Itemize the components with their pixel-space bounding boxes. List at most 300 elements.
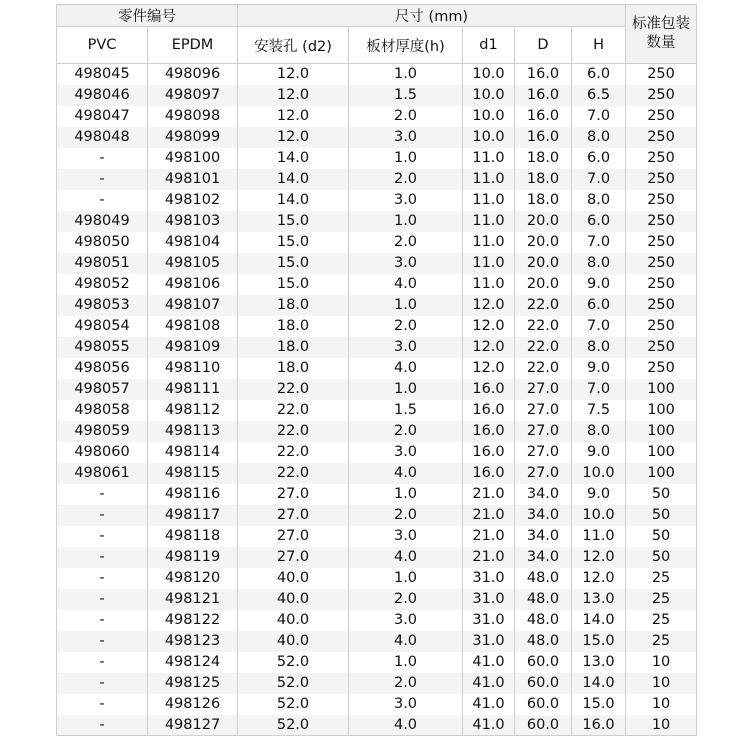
cell-mounting-hole: 40.0 [238, 589, 349, 610]
table-header [57, 5, 697, 64]
cell-epdm: 498106 [148, 274, 238, 295]
cell-H: 8.0 [572, 421, 626, 442]
cell-epdm: 498119 [148, 547, 238, 568]
cell-mounting-hole: 15.0 [238, 211, 349, 232]
cell-d1: 21.0 [463, 505, 515, 526]
cell-H: 9.0 [572, 274, 626, 295]
table-row [57, 505, 697, 526]
cell-mounting-hole: 22.0 [238, 379, 349, 400]
cell-mounting-hole: 12.0 [238, 85, 349, 106]
cell-package-qty: 10 [626, 694, 697, 715]
cell-pvc: 498045 [57, 64, 148, 85]
cell-d1: 41.0 [463, 694, 515, 715]
cell-d1: 41.0 [463, 715, 515, 736]
cell-pvc: 498053 [57, 295, 148, 316]
table-row [57, 253, 697, 274]
cell-panel-thickness: 3.0 [349, 442, 463, 463]
cell-pvc: - [57, 526, 148, 547]
cell-d1: 12.0 [463, 337, 515, 358]
cell-mounting-hole: 52.0 [238, 652, 349, 673]
cell-package-qty: 250 [626, 211, 697, 232]
cell-H: 15.0 [572, 631, 626, 652]
cell-mounting-hole: 18.0 [238, 295, 349, 316]
cell-package-qty: 250 [626, 106, 697, 127]
cell-pvc: - [57, 568, 148, 589]
cell-D: 22.0 [515, 295, 572, 316]
cell-d1: 31.0 [463, 568, 515, 589]
cell-H: 6.0 [572, 295, 626, 316]
cell-panel-thickness: 1.0 [349, 64, 463, 85]
column-header-pvc: PVC [57, 27, 148, 64]
cell-panel-thickness: 3.0 [349, 526, 463, 547]
cell-H: 16.0 [572, 715, 626, 736]
header-part-number: 零件编号 [57, 5, 238, 27]
cell-package-qty: 250 [626, 169, 697, 190]
cell-d1: 12.0 [463, 316, 515, 337]
cell-panel-thickness: 4.0 [349, 547, 463, 568]
table-row [57, 484, 697, 505]
cell-d1: 41.0 [463, 673, 515, 694]
cell-epdm: 498097 [148, 85, 238, 106]
cell-H: 6.5 [572, 85, 626, 106]
cell-D: 60.0 [515, 673, 572, 694]
cell-H: 13.0 [572, 652, 626, 673]
cell-panel-thickness: 3.0 [349, 253, 463, 274]
cell-mounting-hole: 18.0 [238, 337, 349, 358]
cell-D: 22.0 [515, 316, 572, 337]
cell-D: 18.0 [515, 169, 572, 190]
cell-pvc: - [57, 505, 148, 526]
cell-panel-thickness: 1.0 [349, 295, 463, 316]
cell-H: 9.0 [572, 442, 626, 463]
cell-d1: 31.0 [463, 631, 515, 652]
cell-package-qty: 100 [626, 442, 697, 463]
header-column-row [57, 27, 697, 64]
cell-d1: 41.0 [463, 652, 515, 673]
cell-panel-thickness: 2.0 [349, 505, 463, 526]
cell-d1: 21.0 [463, 526, 515, 547]
cell-D: 48.0 [515, 610, 572, 631]
cell-pvc: - [57, 715, 148, 736]
cell-package-qty: 25 [626, 589, 697, 610]
table-row [57, 610, 697, 631]
cell-D: 18.0 [515, 190, 572, 211]
cell-d1: 11.0 [463, 274, 515, 295]
table-row [57, 106, 697, 127]
cell-D: 60.0 [515, 694, 572, 715]
cell-panel-thickness: 3.0 [349, 127, 463, 148]
cell-panel-thickness: 3.0 [349, 610, 463, 631]
table-body [57, 64, 697, 736]
cell-D: 27.0 [515, 400, 572, 421]
cell-panel-thickness: 4.0 [349, 715, 463, 736]
cell-H: 6.0 [572, 64, 626, 85]
cell-d1: 10.0 [463, 64, 515, 85]
cell-panel-thickness: 1.0 [349, 148, 463, 169]
header-standard-package-qty [626, 5, 697, 64]
cell-epdm: 498099 [148, 127, 238, 148]
cell-panel-thickness: 2.0 [349, 106, 463, 127]
cell-epdm: 498124 [148, 652, 238, 673]
cell-package-qty: 100 [626, 379, 697, 400]
cell-package-qty: 250 [626, 274, 697, 295]
table-row [57, 169, 697, 190]
cell-pvc: 498052 [57, 274, 148, 295]
cell-mounting-hole: 15.0 [238, 274, 349, 295]
cell-mounting-hole: 18.0 [238, 358, 349, 379]
cell-pvc: 498051 [57, 253, 148, 274]
cell-panel-thickness: 4.0 [349, 358, 463, 379]
cell-d1: 12.0 [463, 358, 515, 379]
cell-H: 14.0 [572, 610, 626, 631]
table-row [57, 127, 697, 148]
cell-package-qty: 250 [626, 85, 697, 106]
cell-package-qty: 50 [626, 484, 697, 505]
cell-epdm: 498102 [148, 190, 238, 211]
cell-d1: 11.0 [463, 232, 515, 253]
cell-mounting-hole: 12.0 [238, 64, 349, 85]
cell-pvc: - [57, 547, 148, 568]
cell-package-qty: 250 [626, 148, 697, 169]
cell-mounting-hole: 14.0 [238, 169, 349, 190]
cell-d1: 21.0 [463, 484, 515, 505]
cell-package-qty: 25 [626, 631, 697, 652]
table-row [57, 421, 697, 442]
cell-package-qty: 250 [626, 190, 697, 211]
cell-package-qty: 100 [626, 463, 697, 484]
cell-pvc: 498059 [57, 421, 148, 442]
cell-d1: 10.0 [463, 127, 515, 148]
cell-mounting-hole: 52.0 [238, 694, 349, 715]
cell-epdm: 498098 [148, 106, 238, 127]
header-package-line1: 标准包装 [632, 16, 691, 32]
cell-panel-thickness: 3.0 [349, 337, 463, 358]
cell-panel-thickness: 2.0 [349, 589, 463, 610]
cell-d1: 16.0 [463, 400, 515, 421]
cell-mounting-hole: 22.0 [238, 463, 349, 484]
cell-pvc: 498058 [57, 400, 148, 421]
cell-epdm: 498122 [148, 610, 238, 631]
cell-mounting-hole: 40.0 [238, 610, 349, 631]
cell-D: 27.0 [515, 421, 572, 442]
cell-package-qty: 250 [626, 64, 697, 85]
cell-pvc: - [57, 148, 148, 169]
cell-mounting-hole: 14.0 [238, 148, 349, 169]
column-header-mounting-hole: 安装孔 (d2) [238, 27, 349, 64]
cell-D: 48.0 [515, 568, 572, 589]
table-row [57, 715, 697, 736]
cell-d1: 16.0 [463, 379, 515, 400]
cell-D: 27.0 [515, 442, 572, 463]
cell-pvc: - [57, 484, 148, 505]
cell-D: 20.0 [515, 211, 572, 232]
column-header-d1: d1 [463, 27, 515, 64]
cell-pvc: 498057 [57, 379, 148, 400]
cell-epdm: 498117 [148, 505, 238, 526]
cell-package-qty: 250 [626, 358, 697, 379]
cell-H: 7.0 [572, 106, 626, 127]
cell-H: 6.0 [572, 148, 626, 169]
cell-d1: 12.0 [463, 295, 515, 316]
cell-epdm: 498126 [148, 694, 238, 715]
cell-epdm: 498100 [148, 148, 238, 169]
cell-mounting-hole: 15.0 [238, 232, 349, 253]
cell-H: 7.5 [572, 400, 626, 421]
table-row [57, 673, 697, 694]
cell-epdm: 498108 [148, 316, 238, 337]
cell-epdm: 498104 [148, 232, 238, 253]
cell-epdm: 498110 [148, 358, 238, 379]
header-package-line2: 数量 [646, 35, 676, 51]
cell-H: 7.0 [572, 316, 626, 337]
cell-H: 10.0 [572, 463, 626, 484]
cell-H: 7.0 [572, 379, 626, 400]
cell-D: 48.0 [515, 631, 572, 652]
cell-panel-thickness: 1.0 [349, 484, 463, 505]
table-row [57, 400, 697, 421]
cell-epdm: 498115 [148, 463, 238, 484]
cell-D: 34.0 [515, 484, 572, 505]
cell-H: 7.0 [572, 169, 626, 190]
cell-panel-thickness: 1.5 [349, 400, 463, 421]
cell-D: 34.0 [515, 547, 572, 568]
cell-d1: 31.0 [463, 589, 515, 610]
table-row [57, 442, 697, 463]
cell-D: 34.0 [515, 505, 572, 526]
table-row [57, 568, 697, 589]
table-row [57, 274, 697, 295]
cell-package-qty: 10 [626, 652, 697, 673]
cell-package-qty: 50 [626, 547, 697, 568]
cell-panel-thickness: 1.0 [349, 652, 463, 673]
cell-pvc: 498055 [57, 337, 148, 358]
table-row [57, 358, 697, 379]
cell-mounting-hole: 12.0 [238, 106, 349, 127]
cell-mounting-hole: 52.0 [238, 715, 349, 736]
cell-H: 9.0 [572, 358, 626, 379]
cell-pvc: 498056 [57, 358, 148, 379]
cell-mounting-hole: 40.0 [238, 568, 349, 589]
cell-H: 8.0 [572, 190, 626, 211]
cell-H: 7.0 [572, 232, 626, 253]
cell-H: 14.0 [572, 673, 626, 694]
cell-epdm: 498105 [148, 253, 238, 274]
table-row [57, 232, 697, 253]
cell-D: 27.0 [515, 379, 572, 400]
cell-panel-thickness: 2.0 [349, 232, 463, 253]
cell-epdm: 498109 [148, 337, 238, 358]
cell-pvc: 498048 [57, 127, 148, 148]
cell-epdm: 498101 [148, 169, 238, 190]
cell-panel-thickness: 4.0 [349, 274, 463, 295]
table-row [57, 547, 697, 568]
cell-mounting-hole: 52.0 [238, 673, 349, 694]
cell-H: 6.0 [572, 211, 626, 232]
cell-D: 60.0 [515, 652, 572, 673]
cell-H: 12.0 [572, 568, 626, 589]
cell-panel-thickness: 1.0 [349, 379, 463, 400]
table-row [57, 589, 697, 610]
cell-mounting-hole: 22.0 [238, 442, 349, 463]
cell-D: 22.0 [515, 358, 572, 379]
cell-d1: 16.0 [463, 442, 515, 463]
cell-epdm: 498116 [148, 484, 238, 505]
cell-panel-thickness: 2.0 [349, 421, 463, 442]
cell-pvc: 498046 [57, 85, 148, 106]
table-row [57, 526, 697, 547]
cell-mounting-hole: 22.0 [238, 400, 349, 421]
cell-package-qty: 100 [626, 421, 697, 442]
cell-package-qty: 10 [626, 673, 697, 694]
cell-package-qty: 250 [626, 316, 697, 337]
cell-panel-thickness: 1.0 [349, 211, 463, 232]
column-header-D: D [515, 27, 572, 64]
cell-H: 8.0 [572, 127, 626, 148]
cell-D: 16.0 [515, 127, 572, 148]
cell-H: 15.0 [572, 694, 626, 715]
column-header-epdm: EPDM [148, 27, 238, 64]
table-row [57, 190, 697, 211]
cell-epdm: 498118 [148, 526, 238, 547]
cell-d1: 21.0 [463, 547, 515, 568]
cell-panel-thickness: 2.0 [349, 673, 463, 694]
cell-panel-thickness: 3.0 [349, 190, 463, 211]
table-row [57, 148, 697, 169]
cell-D: 20.0 [515, 232, 572, 253]
cell-panel-thickness: 2.0 [349, 169, 463, 190]
cell-D: 20.0 [515, 253, 572, 274]
cell-epdm: 498127 [148, 715, 238, 736]
cell-d1: 10.0 [463, 85, 515, 106]
cell-pvc: - [57, 694, 148, 715]
cell-H: 12.0 [572, 547, 626, 568]
cell-epdm: 498114 [148, 442, 238, 463]
cell-mounting-hole: 27.0 [238, 484, 349, 505]
cell-panel-thickness: 4.0 [349, 631, 463, 652]
cell-D: 20.0 [515, 274, 572, 295]
cell-pvc: - [57, 169, 148, 190]
cell-package-qty: 250 [626, 127, 697, 148]
cell-package-qty: 250 [626, 337, 697, 358]
cell-epdm: 498113 [148, 421, 238, 442]
cell-d1: 16.0 [463, 463, 515, 484]
cell-H: 8.0 [572, 337, 626, 358]
table-row [57, 631, 697, 652]
column-header-H: H [572, 27, 626, 64]
cell-pvc: - [57, 673, 148, 694]
cell-d1: 16.0 [463, 421, 515, 442]
cell-package-qty: 10 [626, 715, 697, 736]
cell-d1: 11.0 [463, 211, 515, 232]
table-row [57, 463, 697, 484]
cell-d1: 10.0 [463, 106, 515, 127]
cell-mounting-hole: 22.0 [238, 421, 349, 442]
cell-epdm: 498125 [148, 673, 238, 694]
cell-epdm: 498107 [148, 295, 238, 316]
cell-d1: 11.0 [463, 148, 515, 169]
cell-H: 8.0 [572, 253, 626, 274]
cell-panel-thickness: 3.0 [349, 694, 463, 715]
cell-pvc: 498049 [57, 211, 148, 232]
cell-D: 16.0 [515, 64, 572, 85]
cell-panel-thickness: 1.5 [349, 85, 463, 106]
cell-epdm: 498111 [148, 379, 238, 400]
cell-package-qty: 250 [626, 232, 697, 253]
cell-mounting-hole: 27.0 [238, 526, 349, 547]
cell-panel-thickness: 1.0 [349, 568, 463, 589]
cell-D: 27.0 [515, 463, 572, 484]
table-row [57, 64, 697, 85]
cell-panel-thickness: 2.0 [349, 316, 463, 337]
cell-mounting-hole: 27.0 [238, 547, 349, 568]
cell-epdm: 498103 [148, 211, 238, 232]
spec-table [56, 4, 697, 736]
cell-package-qty: 250 [626, 253, 697, 274]
cell-mounting-hole: 27.0 [238, 505, 349, 526]
cell-panel-thickness: 4.0 [349, 463, 463, 484]
cell-d1: 11.0 [463, 253, 515, 274]
cell-package-qty: 250 [626, 295, 697, 316]
cell-package-qty: 50 [626, 505, 697, 526]
cell-pvc: - [57, 652, 148, 673]
header-group-row [57, 5, 697, 27]
column-header-panel-thickness: 板材厚度(h) [349, 27, 463, 64]
cell-D: 48.0 [515, 589, 572, 610]
cell-d1: 11.0 [463, 169, 515, 190]
cell-D: 22.0 [515, 337, 572, 358]
cell-package-qty: 100 [626, 400, 697, 421]
cell-D: 34.0 [515, 526, 572, 547]
table-row [57, 295, 697, 316]
header-dimensions: 尺寸 (mm) [238, 5, 626, 27]
cell-pvc: 498061 [57, 463, 148, 484]
cell-mounting-hole: 18.0 [238, 316, 349, 337]
cell-pvc: 498047 [57, 106, 148, 127]
cell-pvc: 498050 [57, 232, 148, 253]
cell-mounting-hole: 40.0 [238, 631, 349, 652]
cell-H: 9.0 [572, 484, 626, 505]
cell-epdm: 498096 [148, 64, 238, 85]
cell-mounting-hole: 15.0 [238, 253, 349, 274]
cell-mounting-hole: 14.0 [238, 190, 349, 211]
cell-pvc: - [57, 631, 148, 652]
cell-D: 16.0 [515, 85, 572, 106]
cell-pvc: - [57, 589, 148, 610]
cell-H: 10.0 [572, 505, 626, 526]
cell-pvc: - [57, 190, 148, 211]
cell-epdm: 498120 [148, 568, 238, 589]
cell-epdm: 498121 [148, 589, 238, 610]
table-row [57, 211, 697, 232]
cell-D: 18.0 [515, 148, 572, 169]
cell-d1: 31.0 [463, 610, 515, 631]
table-row [57, 85, 697, 106]
cell-H: 11.0 [572, 526, 626, 547]
table-row [57, 379, 697, 400]
table-row [57, 316, 697, 337]
cell-package-qty: 25 [626, 610, 697, 631]
cell-d1: 11.0 [463, 190, 515, 211]
cell-D: 60.0 [515, 715, 572, 736]
cell-package-qty: 25 [626, 568, 697, 589]
cell-pvc: 498054 [57, 316, 148, 337]
cell-D: 16.0 [515, 106, 572, 127]
table-row [57, 337, 697, 358]
cell-H: 13.0 [572, 589, 626, 610]
cell-package-qty: 50 [626, 526, 697, 547]
cell-pvc: - [57, 610, 148, 631]
cell-pvc: 498060 [57, 442, 148, 463]
